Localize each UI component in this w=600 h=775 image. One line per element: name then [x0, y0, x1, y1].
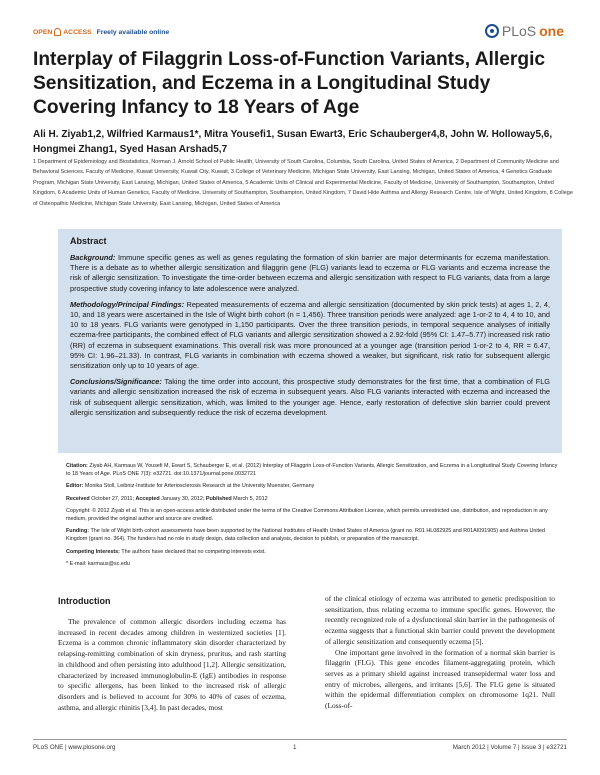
open-access-lock-icon	[54, 28, 61, 36]
citation-label: Citation:	[66, 463, 88, 469]
affiliations: 1 Department of Epidemiology and Biostatistics, Norman J. Arnold School of Public Health, University of South Carolina, Columbia, South Carolina, United States of America, 2 Department of Community Medicine and Behavioral Sciences, Faculty of Medicine, Kuwait University, Kuwait City, Kuwait, 3 College of Veterinary Medicine, Michigan State University, East Lansing, Michigan, United States of America, 4 Genetics Graduate Program, Michigan State University, East Lansing, Michigan, United States of America, 5 Academic Units of Clinical and Experimental Medicine, Faculty of Medicine, University of Southampton, Southampton, United Kingdom, 6 Academic Units of Human Genetics, Faculty of Medicine, University of Southampton, Southampton, United Kingdom, 7 David Hide Asthma and Allergy Research Centre, Isle of Wight, United Kingdom, 8 College of Osteopathic Medicine, Michigan State University, East Lansing, Michigan, United States of America	[33, 159, 573, 207]
body-column-right	[325, 594, 555, 712]
abstract-box	[58, 229, 562, 453]
body-column-left	[58, 617, 286, 713]
article-title: Interplay of Filaggrin Loss-of-Function Variants, Allergic Sensitization, and Eczema in a Longitudinal Study Covering Infancy to 18 Years of Age	[33, 49, 546, 118]
funding-label: Funding:	[66, 528, 90, 535]
abstract-heading: Abstract	[70, 236, 107, 246]
open-access-banner	[33, 28, 169, 36]
methods-label: Methodology/Principal Findings:	[70, 299, 185, 309]
plos-logo-icon	[485, 24, 499, 38]
received-label: Received	[66, 495, 90, 502]
methods-text: Repeated measurements of eczema and allergic sensitization (documented by skin prick tests) at ages 1, 2, 4, 10, and 18 years were ascertained in the Isle of Wight birth cohort (n = 1,456). Three transition periods were analyzed: age 1-or-2 to 4, 4 to 10, and 10 to 18 years. FLG variants were genotyped in 1,150 participants. Over the three transition periods, in temporal sequence analyses of initially eczema-free participants, the combined effect of FLG variants and allergic sensitization showed a 2.92-fold (95% CI: 1.47–5.77) increased risk ratio (RR) of eczema in subsequent examinations. This overall risk was more pronounced at a younger age (transition period 1-or-2 to 4, RR = 6.47, 95% CI: 1.96–21.33). In contrast, FLG variants in combination with eczema showed a weaker, but significant, risk ratio for subsequent allergic sensitization only up to 10 years of age.	[70, 299, 550, 371]
journal-logo-one: one	[539, 23, 564, 39]
background-label: Background:	[70, 253, 116, 262]
competing-text: The authors have declared that no competing interests exist.	[121, 548, 266, 555]
conclusions-label: Conclusions/Significance:	[70, 377, 162, 387]
abstract-background	[70, 253, 550, 294]
competing-label: Competing Interests:	[66, 548, 120, 555]
corresponding-email: * E-mail: karmaus@sc.edu	[66, 560, 130, 567]
background-text: Immune specific genes as well as genes regulating the formation of skin barrier are major determinants for eczema manifestation. There is a debate as to whether allergic sensitization and filaggrin gene (FLG) variants lead to eczema or FLG variants and eczema increase the risk of allergic sensitization. To investigate the time-order between eczema and allergic sensitization with respect to FLG variants, data from a large prospective study covering infancy to late adolescence were analyzed.	[70, 253, 550, 293]
page-number: 1	[293, 744, 297, 751]
accepted-label: Accepted	[135, 495, 160, 502]
journal-logo-text: PLoS	[501, 23, 537, 39]
funding	[66, 527, 560, 543]
footer-journal: PLoS ONE | www.plosone.org	[33, 744, 116, 751]
dates	[66, 495, 560, 503]
published-label: Published	[205, 495, 232, 502]
conclusions-text: Taking the time order into account, this prospective study demonstrates for the first time, that a combination of FLG variants and allergic sensitization increased the risk of eczema in subsequent years. Also FLG variants interacted with eczema and increased the risk of subsequent allergic sensitization, which, was limited to the younger age. Hence, early restoration of defective skin barrier could prevent allergic sensitization and subsequently reduce the risk of eczema development.	[70, 377, 550, 417]
intro-paragraph-1: The prevalence of common allergic disorders including eczema has increased in recent decades among children in westernized societies [1]. Eczema is a common chronic inflammatory skin disorder characterized by relapsing-remitting combination of skin dryness, pruritus, and rash starting in childhood and often persisting into adulthood [1,2]. Allergic sensitization, characterized by increased immunoglobulin-E (IgE) antibodies in response to specific allergens, has been linked to the increased risk of allergic disorders and is believed to account for 30% to 40% of cases of eczema, asthma, and allergic rhinitis [3,4]. In past decades, most	[58, 617, 286, 712]
author-list: Ali H. Ziyab1,2, Wilfried Karmaus1*, Mitra Yousefi1, Susan Ewart3, Eric Schauberger4,8, John W. Holloway5,6, Hongmei Zhang1, Syed Hasan Arshad5,7	[33, 129, 553, 155]
editor-text: Monika Stoll, Leibniz-Institute for Arteriosclerosis Research at the University Muenster, Germany	[84, 483, 315, 490]
introduction-heading: Introduction	[58, 596, 111, 606]
article-metadata	[66, 462, 560, 572]
footer-issue: March 2012 | Volume 7 | Issue 3 | e32721	[452, 744, 567, 751]
copyright: Copyright: © 2012 Ziyab et al. This is an open-access article distributed under the terms of the Creative Commons Attribution License, which permits unrestricted use, distribution, and reproduction in any medium, provided the original author and source are credited.	[66, 507, 548, 523]
abstract-conclusions	[70, 377, 550, 418]
intro-paragraph-2: of the clinical etiology of eczema was attributed to genetic predisposition to sensitization, thus relating eczema to immune specific genes. However, the recently recognized role of a dysfunctional skin barrier in the pathogenesis of eczema suggests that a functional skin barrier could prevent the development of allergic sensitization and consequently eczema [5].	[325, 594, 555, 646]
editor	[66, 482, 560, 490]
funding-text: The Isle of Wight birth cohort assessments have been supported by the National Institutes of Health United States of America (grant no. R01 HL082925 and R01AI091905) and Asthma United Kingdom (grant no. 364). The funders had no role in study design, data collection and analysis, decision to publish, or preparation of the manuscript.	[66, 528, 546, 543]
citation-text: Ziyab AH, Karmaus W, Yousefi M, Ewart S, Schauberger E, et al. (2012) Interplay of Filaggrin Loss-of-Function Variants, Allergic Sensitization, and Eczema in a Longitudinal Study Covering Infancy to 18 Years of Age. PLoS ONE 7(3): e32721. doi:10.1371/journal.pone.0032721	[66, 463, 558, 478]
competing-interests	[66, 548, 560, 556]
open-label: OPEN	[33, 28, 53, 36]
access-label: ACCESS	[63, 28, 92, 36]
accepted-date: January 30, 2012;	[161, 495, 205, 502]
journal-logo	[485, 23, 564, 39]
published-date: March 5, 2012	[233, 495, 268, 502]
intro-paragraph-3: One important gene involved in the formation of a normal skin barrier is filaggrin (FLG). This gene encodes filament-aggregating protein, which serves as a primary shield against increased transepidermal water loss and entry of microbes, allergens, and irritants [5,6]. The FLG gene is situated within the epidermal differentiation complex on chromosome 1q21. Null (Loss-of-	[325, 647, 555, 711]
footer-divider	[33, 739, 567, 740]
citation	[66, 462, 560, 478]
received-date: October 27, 2011;	[91, 495, 134, 502]
freely-available-label: Freely available online	[96, 28, 170, 36]
editor-label: Editor:	[66, 483, 84, 490]
abstract-methods	[70, 300, 550, 371]
